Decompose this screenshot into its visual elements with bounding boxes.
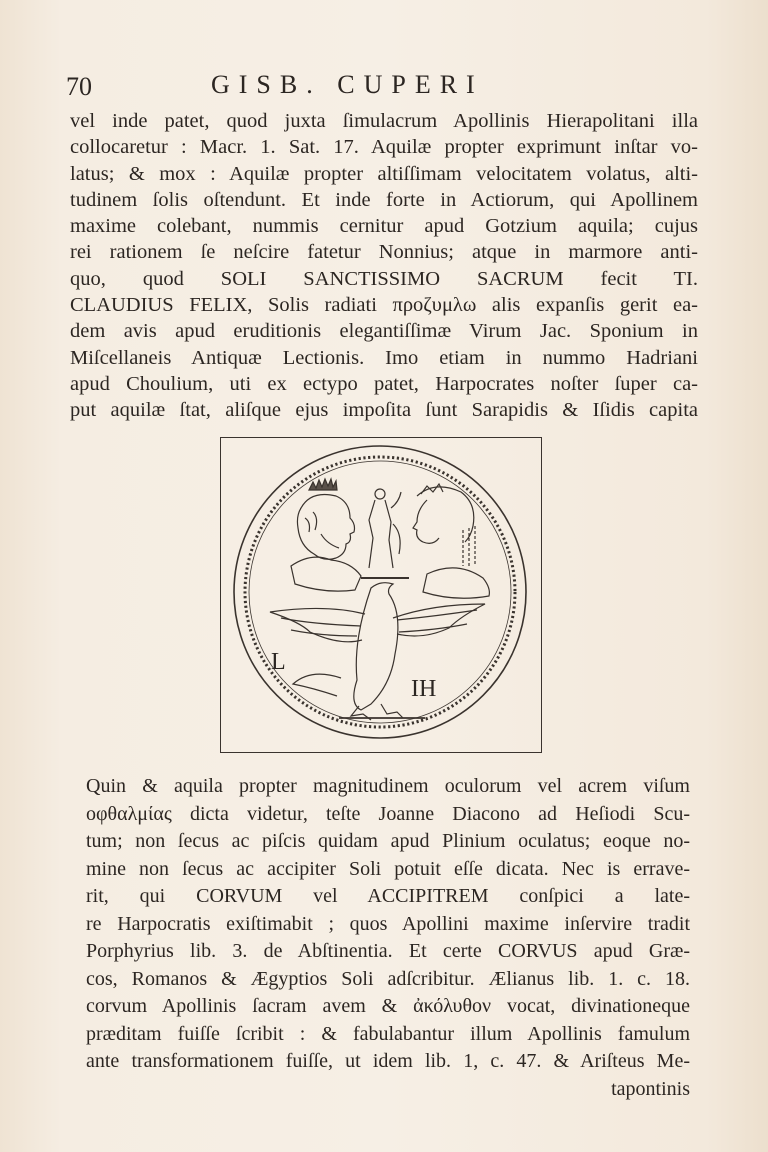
text-line: corvum Apollinis ſacram avem & ἀκόλυθον vocat, divinationeque [86,995,690,1017]
text-line: collocaretur : Macr. 1. Sat. 17. Aquilæ propter exprimunt inſtar vo- [70,136,698,159]
text-line: tum; non ſecus ac piſcis quidam apud Plinium oculatus; eoque no- [86,830,690,852]
text-line: latus; & mox : Aquilæ propter altiſſimam velocitatem volatus, alti- [70,162,698,185]
text-line: mine non ſecus ac accipiter Soli potuit eſſe dicata. Nec is errave- [86,857,690,880]
coin-inner-rim [249,461,511,723]
eagle [270,583,485,720]
text-line: Porphyrius lib. 3. de Abſtinentia. Et certe CORVUS apud Græ- [86,940,690,962]
text-line: cos, Romanos & Ægyptios Soli adſcribitur. Ælianus lib. 1. c. 18. [86,967,690,990]
text-line: put aquilæ ſtat, aliſque ejus impoſita ſunt Sarapidis & Iſidis capita [70,399,698,422]
text-line: tudinem ſolis oſtendunt. Et inde forte in Actiorum, qui Apollinem [70,188,698,211]
text-block-lower [86,773,690,1103]
coin-beaded-border [245,457,515,727]
text-line: dem avis apud eruditionis elegantiſſimæ Virum Jac. Sponium in [70,320,698,343]
plate-letters-right: IH [411,676,437,702]
page-number: 70 [66,72,92,101]
text-line: quo, quod SOLI SANCTISSIMO SACRUM fecit TI. [70,267,698,290]
sarapis-bust [291,479,361,591]
text-line: maxime colebant, nummis cernitur apud Gotzium aquila; cujus [70,215,698,238]
text-line: Quin & aquila propter magnitudinem oculorum vel acrem viſum [86,775,690,797]
text-line: vel inde patet, quod juxta ſimulacrum Apollinis Hierapolitani illa [70,110,698,132]
catchword: tapontinis [611,1077,690,1100]
text-line: CLAUDIUS FELIX, Solis radiati προζυμλω alis expanſis gerit ea- [70,294,698,317]
text-line: re Harpocratis exiſtimabit ; quos Apollini maxime inſervire tradit [86,912,690,935]
text-block-upper [70,108,698,424]
text-line: apud Choulium, uti ex ectypo patet, Harpocrates noſter ſuper ca- [70,372,698,395]
plate-letter-left: L [271,649,286,675]
coin-engraving-plate [220,437,542,753]
text-line: rit, qui CORVUM vel ACCIPITREM conſpici a late- [86,885,690,907]
isis-bust [413,484,489,598]
harpocrates-figure [361,489,409,578]
running-head: GISB. CUPERI [211,70,484,99]
text-line: οφθαλμίας dicta videtur, teſte Joanne Diacono ad Heſiodi Scu- [86,802,690,825]
text-line: ante transformationem fuiſſe, ut idem lib. 1, c. 47. & Ariſteus Me- [86,1050,690,1072]
text-line: rei rationem ſe neſcire fatetur Nonnius; atque in marmore anti- [70,241,698,264]
coin-engraving [221,438,540,751]
text-line: Miſcellaneis Antiquæ Lectionis. Imo etiam in nummo Hadriani [70,346,698,369]
page-header [66,70,706,104]
text-line: præditam fuiſſe ſcribit : & fabulabantur illum Apollinis famulum [86,1022,690,1045]
